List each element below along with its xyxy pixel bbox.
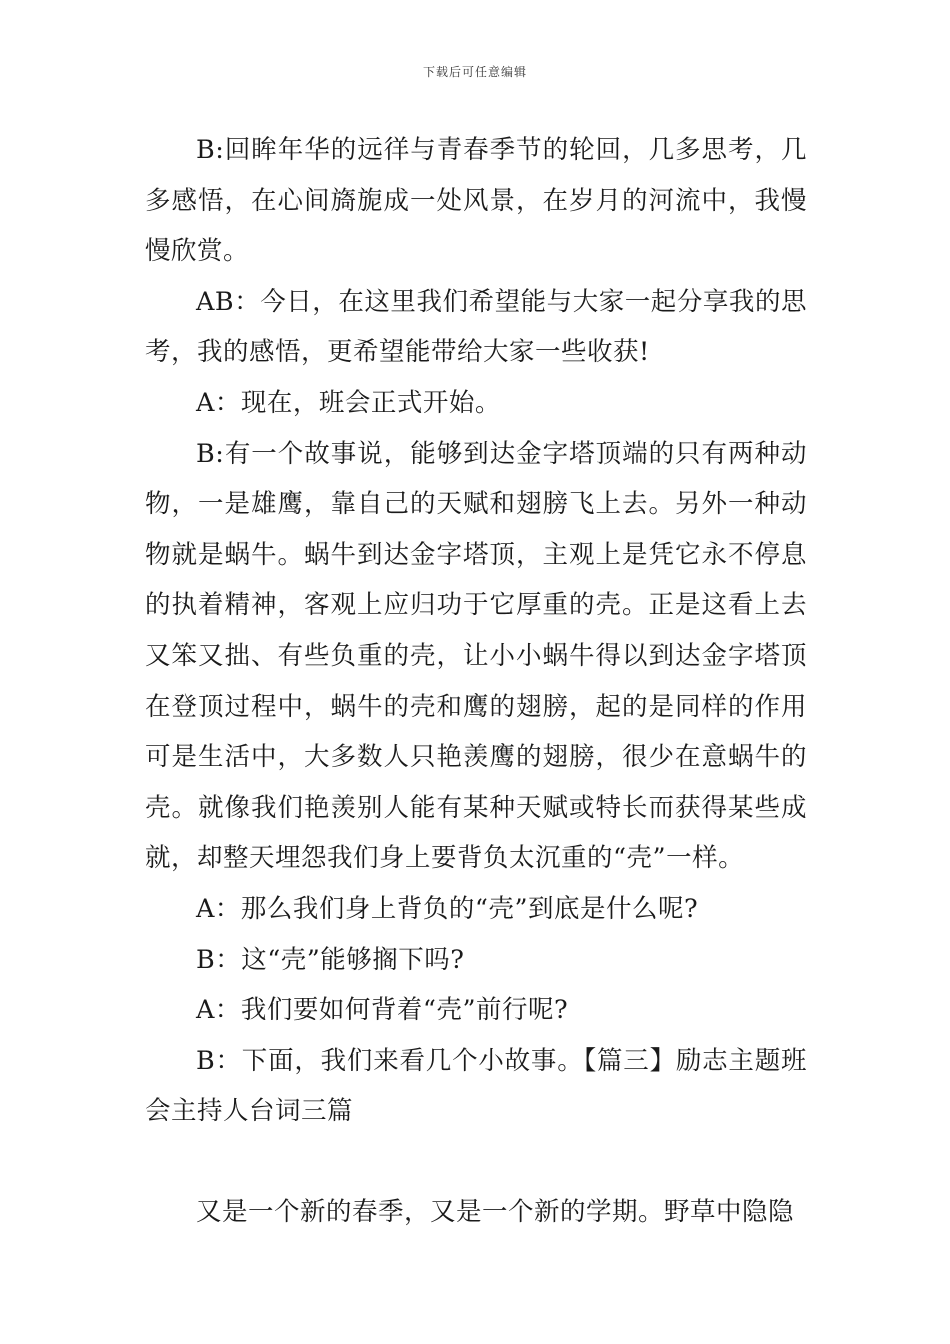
paragraph-8: B：下面，我们来看几个小故事。【篇三】励志主题班会主持人台词三篇 [145,1045,807,1127]
document-body [145,125,807,1237]
paragraph-6: B：这“壳”能够搁下吗? [196,944,465,975]
paragraph-1: B:回眸年华的远徉与青春季节的轮回，几多思考，几多感悟，在心间旖旎成一处风景，在岁月的河流中，我慢慢欣赏。 [145,135,807,267]
page-header: 下载后可任意编辑 [422,65,527,79]
paragraph-7: A：我们要如何背着“壳”前行呢? [196,995,569,1026]
paragraph-9: 又是一个新的春季，又是一个新的学期。野草中隐隐 [196,1196,795,1227]
paragraph-4: B:有一个故事说，能够到达金字塔顶端的只有两种动物，一是雄鹰，靠自己的天赋和翅膀飞上去。另外一种动物就是蜗牛。蜗牛到达金字塔顶，主观上是凭它永不停息的执着精神，客观上应归功于它厚重的壳。正是这看上去又笨又拙、有些负重的壳，让小小蜗牛得以到达金字塔顶在登顶过程中，蜗牛的壳和鹰的翅膀，起的是同样的作用可是生活中，大多数人只艳羡鹰的翅膀，很少在意蜗牛的壳。就像我们艳羡别人能有某种天赋或特长而获得某些成就，却整天埋怨我们身上要背负太沉重的“壳”一样。 [145,438,807,874]
paragraph-5: A：那么我们身上背负的“壳”到底是什么呢? [196,893,699,924]
paragraph-3: A：现在，班会正式开始。 [196,387,501,418]
paragraph-2: AB：今日，在这里我们希望能与大家一起分享我的思考，我的感悟，更希望能带给大家一些收获! [145,286,807,368]
